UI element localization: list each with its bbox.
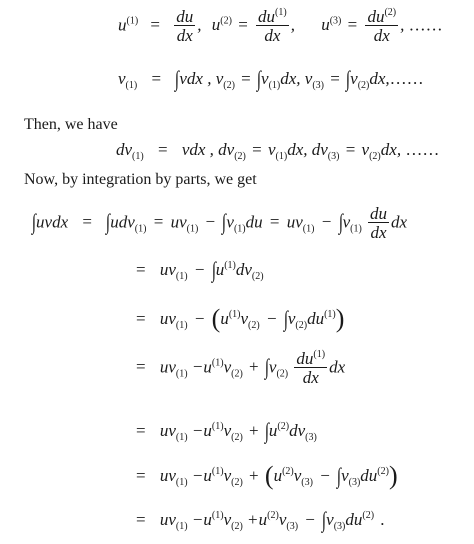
- integration-step-5: = $uv_{(1)} -u^{(1)}v_{(2)} + \int u^{(2)}dv_{(3)}$: [136, 418, 317, 443]
- prose-integration-by-parts: Now, by integration by parts, we get: [24, 171, 257, 188]
- integration-step-4: = $uv_{(1)} -u^{(1)}v_{(2)} + \int v_{(2)}$ $\frac{du^{(1)}}{dx}$ dx: [136, 349, 346, 387]
- integration-step-3: = $uv_{(1)} - (u^{(1)}v_{(2)} - \int v_{(2)}du^{(1)})$: [136, 304, 345, 333]
- differential-definitions-equation: $dv_{(1)}$ = vdx , $dv_{(2)} = v_{(1)}dx$, $dv_{(3)} = v_{(2)}dx$, ……: [116, 140, 440, 162]
- prose-then-we-have: Then, we have: [24, 116, 118, 133]
- integration-step-1: ∫uvdx = $\int udv_{(1)} = uv_{(1)} - \int v_{(1)}du = uv_{(1)} - \int v_{(1)}$ $\frac{du}{dx}$ dx: [31, 204, 408, 242]
- integration-step-2: = $uv_{(1)} - \int u^{(1)}dv_{(2)}$: [136, 257, 264, 282]
- integration-step-7: = $uv_{(1)} -u^{(1)}v_{(2)} +u^{(2)}v_{(3)} - \int v_{(3)}du^{(2)}$ .: [136, 507, 385, 532]
- derivative-definitions-equation: $u^{(1)}$ = $\frac{du}{dx}$ , $u^{(2)}$ = $\frac{du^{(1)}}{dx}$ , $u^{(3)}$ = $\frac{du^{(2)}}{dx}$ , ……: [118, 7, 443, 45]
- integral-definitions-equation: $v_{(1)} = \int vdx$ , $v_{(2)} = \int v_{(1)}dx$, $v_{(3)}$ = $\int v_{(2)}dx,\dots\dots$: [118, 66, 424, 91]
- integration-step-6: = $uv_{(1)} -u^{(1)}v_{(2)} + (u^{(2)}v_{(3)} - \int v_{(3)}du^{(2)})$: [136, 461, 398, 490]
